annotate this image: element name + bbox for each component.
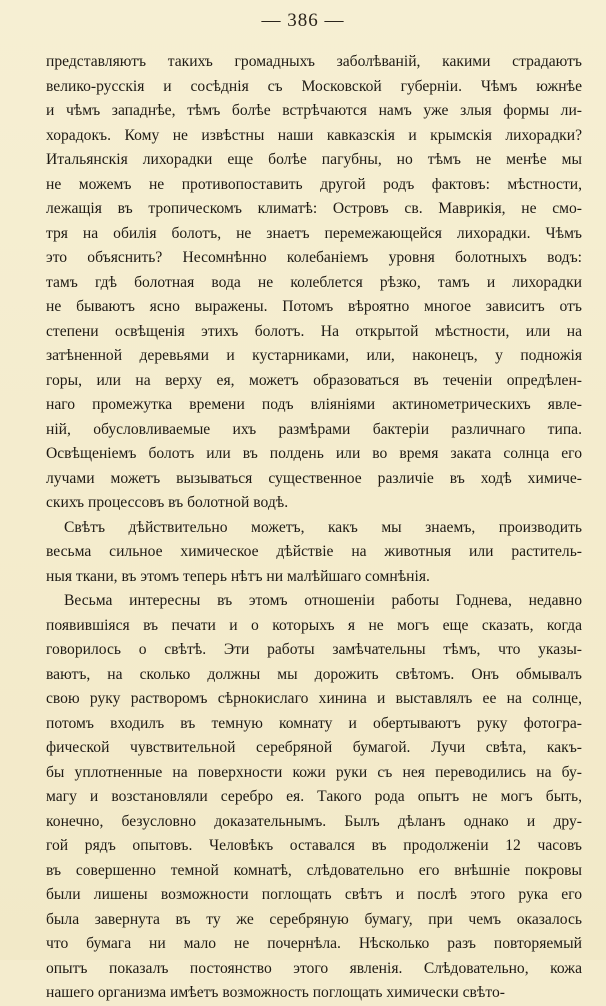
text-line: тря на обилія болотъ, не знаетъ перемежающейся лихорадки. Чѣмъ [46, 224, 582, 242]
text-line: бы уплотненные на поверхности кожи руки съ нея переводились на бу- [46, 763, 582, 781]
text-line: появившіяся въ печати и о которыхъ я не могъ еще сказать, когда [46, 616, 582, 634]
text-line: весьма сильное химическое дѣйствіе на животныя или раститель- [46, 543, 582, 560]
text-line: нашего организма имѣетъ возможность поглощать химически свѣто- [46, 984, 505, 1001]
text-line: хорадокъ. Кому не извѣстны наши кавказскія и крымскія лихорадки? [46, 126, 582, 144]
text-line: Свѣтъ дѣйствительно можетъ, какъ мы знаемъ, производить [64, 518, 582, 536]
body-text [46, 50, 582, 1006]
text-line: потомъ входилъ въ темную комнату и обертываютъ руку фотогра- [46, 714, 582, 732]
text-line: ваютъ, на сколько должны мы дорожить свѣтомъ. Онъ обмывалъ [46, 665, 582, 683]
text-line: была завернута въ ту же серебряную бумагу, при чемъ оказалось [46, 910, 582, 928]
text-line: затѣненной деревьями и кустарниками, или, наконецъ, у подножія [46, 347, 582, 364]
text-line: велико-русскія и сосѣднія съ Московской губерніи. Чѣмъ южнѣе [46, 77, 582, 95]
paragraph [46, 50, 582, 516]
text-line: ній, обусловливаемые ихъ размѣрами бактеріи различнаго типа. [46, 420, 582, 438]
text-line: наго промежутка времени подъ вліяніями актинометрическихъ явле- [46, 396, 582, 413]
text-line: что бумага ни мало не почернѣла. Нѣсколько разъ повторяемый [46, 935, 582, 952]
text-line: горы, или на верху ея, можетъ образоваться въ теченіи опредѣлен- [46, 371, 582, 389]
text-line: Весьма интересны въ этомъ отношеніи работы Годнева, недавно [64, 592, 582, 609]
text-line: скихъ процессовъ въ болотной водѣ. [46, 494, 289, 511]
paragraph [46, 589, 582, 1006]
text-line: степени освѣщенія этихъ болотъ. На открытой мѣстности, или на [46, 322, 582, 340]
text-line: ныя ткани, въ этомъ теперь нѣтъ ни малѣйшаго сомнѣнія. [46, 567, 430, 585]
text-line: не бываютъ ясно выражены. Потомъ вѣроятно многое зависитъ отъ [46, 298, 582, 315]
text-line: лежащія въ тропическомъ климатѣ: Островъ св. Маврикія, не смо- [46, 200, 582, 217]
text-line: говорилось о свѣтѣ. Эти работы замѣчательны тѣмъ, что указы- [46, 641, 582, 658]
text-line: опытъ показалъ постоянство этого явленія. Слѣдовательно, кожа [46, 959, 582, 977]
text-line: магу и возстановляли серебро ея. Такого рода опытъ не могъ быть, [46, 788, 582, 805]
text-line: тамъ гдѣ болотная вода не колеблется рѣзко, тамъ и лихорадки [46, 273, 582, 291]
text-line: свою руку растворомъ сѣрнокислаго хинина и выставлялъ ее на солнце, [46, 690, 582, 707]
text-line: не можемъ не противопоставить другой родъ фактовъ: мѣстности, [46, 175, 582, 193]
text-line: конечно, безусловно доказательнымъ. Былъ дѣланъ однако и дру- [46, 812, 582, 830]
paragraph [46, 516, 582, 590]
text-line: представляютъ такихъ громадныхъ заболѣваній, какими страдаютъ [46, 53, 582, 70]
text-line: лучами можетъ вызываться существенное различіе въ ходѣ химиче- [46, 469, 582, 487]
text-line: въ совершенно темной комнатѣ, слѣдовательно его внѣшніе покровы [46, 861, 582, 879]
text-line: это объяснить? Несомнѣнно колебаніемъ уровня болотныхъ водъ: [46, 249, 582, 266]
text-line: и чѣмъ западнѣе, тѣмъ болѣе встрѣчаются намъ уже злыя формы ли- [46, 102, 582, 119]
text-line: Освѣщеніемъ болотъ или въ полдень или во время заката солнца его [46, 445, 582, 462]
page-number: — 386 — [261, 10, 345, 31]
text-line: Итальянскія лихорадки еще болѣе пагубны, но тѣмъ не менѣе мы [46, 151, 582, 168]
text-line: гой рядъ опытовъ. Человѣкъ оставался въ продолженіи 12 часовъ [46, 837, 582, 854]
text-line: фической чувствительной серебряной бумагой. Лучи свѣта, какъ- [46, 739, 582, 756]
text-line: были лишены возможности поглощать свѣтъ и послѣ этого рука его [46, 886, 582, 903]
